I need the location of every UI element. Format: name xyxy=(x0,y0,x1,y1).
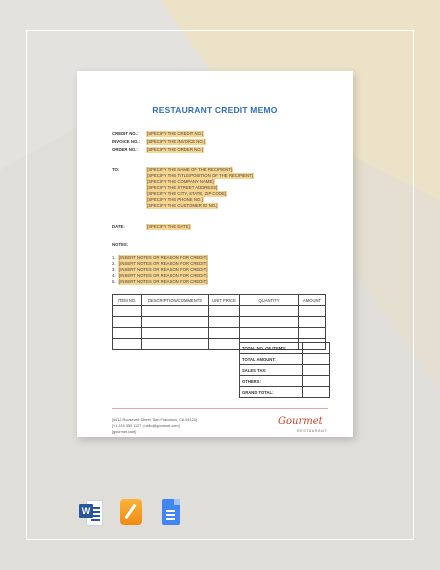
invoice-no-label: INVOICE NO.: xyxy=(112,139,140,144)
footer-divider xyxy=(112,408,328,409)
totals-row xyxy=(240,387,330,398)
table-cell[interactable] xyxy=(209,317,240,328)
table-header-row xyxy=(113,295,326,306)
table-cell[interactable] xyxy=(240,306,299,317)
table-cell[interactable] xyxy=(113,317,142,328)
note-number: 2. xyxy=(112,261,116,266)
note-text: [INSERT NOTES OR REASON FOR CREDIT] xyxy=(119,272,208,278)
note-text: [INSERT NOTES OR REASON FOR CREDIT] xyxy=(119,266,208,272)
date-value: [SPECIFY THE DATE] xyxy=(147,223,190,229)
sales-tax-label: SALES TAX: xyxy=(240,365,303,376)
footer-website: [gourmet.com] xyxy=(112,430,137,434)
total-items-value[interactable] xyxy=(303,343,330,354)
table-cell[interactable] xyxy=(142,328,209,339)
table-cell[interactable] xyxy=(240,328,299,339)
table-cell[interactable] xyxy=(299,328,326,339)
total-amount-label: TOTAL AMOUNT: xyxy=(240,354,303,365)
word-badge: W xyxy=(79,504,93,518)
totals-table xyxy=(239,342,330,398)
notes-label: NOTES: xyxy=(112,242,129,247)
table-cell[interactable] xyxy=(299,306,326,317)
note-number: 4. xyxy=(112,273,116,278)
grand-total-value[interactable] xyxy=(303,387,330,398)
sales-tax-value[interactable] xyxy=(303,365,330,376)
recipient-street: [SPECIFY THE STREET ADDRESS] xyxy=(147,184,218,190)
total-amount-value[interactable] xyxy=(303,354,330,365)
others-value[interactable] xyxy=(303,376,330,387)
grand-total-label: GRAND TOTAL: xyxy=(240,387,303,398)
google-docs-fold xyxy=(174,499,180,505)
recipient-phone: [SPECIFY THE PHONE NO.] xyxy=(147,196,203,202)
header-description: DESCRIPTION/COMMENTS xyxy=(142,295,209,306)
order-no-label: ORDER NO.: xyxy=(112,147,138,152)
totals-row xyxy=(240,343,330,354)
totals-row xyxy=(240,354,330,365)
header-amount: AMOUNT xyxy=(299,295,326,306)
recipient-customer-id: [SPECIFY THE CUSTOMER ID NO.] xyxy=(147,202,218,208)
invoice-no-value: [SPECIFY THE INVOICE NO.] xyxy=(147,138,206,144)
table-row xyxy=(113,328,326,339)
table-row xyxy=(113,306,326,317)
table-cell[interactable] xyxy=(209,328,240,339)
document-page xyxy=(77,71,353,437)
table-cell[interactable] xyxy=(209,306,240,317)
gourmet-logo: Gourmet xyxy=(278,416,323,427)
table-cell[interactable] xyxy=(113,328,142,339)
table-cell[interactable] xyxy=(209,339,240,350)
gourmet-logo-subtext: RESTAURANT xyxy=(297,429,328,433)
footer-contact: [+1 415 359 1127 | hello@gourmet.com] xyxy=(112,424,180,428)
table-cell[interactable] xyxy=(299,317,326,328)
header-item-no: ITEM NO. xyxy=(113,295,142,306)
recipient-name: [SPECIFY THE NAME OF THE RECIPIENT] xyxy=(147,166,232,172)
totals-row xyxy=(240,365,330,376)
to-label: TO: xyxy=(112,167,120,172)
note-text: [INSERT NOTES OR REASON FOR CREDIT] xyxy=(119,278,208,284)
google-docs-icon[interactable] xyxy=(161,499,183,525)
table-cell[interactable] xyxy=(240,317,299,328)
document-title: RESTAURANT CREDIT MEMO xyxy=(152,105,278,115)
credit-no-label: CREDIT NO.: xyxy=(112,131,139,136)
pages-icon[interactable] xyxy=(120,499,142,525)
word-icon[interactable] xyxy=(79,499,101,525)
table-cell[interactable] xyxy=(142,306,209,317)
recipient-company: [SPECIFY THE COMPANY NAME] xyxy=(147,178,214,184)
table-cell[interactable] xyxy=(142,317,209,328)
note-number: 5. xyxy=(112,279,116,284)
table-cell[interactable] xyxy=(142,339,209,350)
footer-address: [4412 Roosevelt Street, San Francisco, CA 94124] xyxy=(112,418,197,422)
recipient-city: [SPECIFY THE CITY, STATE, ZIP CODE] xyxy=(147,190,227,196)
note-number: 3. xyxy=(112,267,116,272)
date-label: DATE: xyxy=(112,224,125,229)
note-text: [INSERT NOTES OR REASON FOR CREDIT] xyxy=(119,260,208,266)
totals-row xyxy=(240,376,330,387)
order-no-value: [SPECIFY THE ORDER NO.] xyxy=(147,146,203,152)
note-text: [INSERT NOTES OR REASON FOR CREDIT] xyxy=(119,254,208,260)
header-unit-price: UNIT PRICE xyxy=(209,295,240,306)
table-row xyxy=(113,317,326,328)
credit-no-value: [SPECIFY THE CREDIT NO.] xyxy=(147,130,204,136)
table-cell[interactable] xyxy=(113,306,142,317)
header-quantity: QUANTITY xyxy=(240,295,299,306)
total-items-label: TOTAL NO. OF ITEMS: xyxy=(240,343,303,354)
table-cell[interactable] xyxy=(113,339,142,350)
recipient-title: [SPECIFY THE TITLE/POSITION OF THE RECIPIENT] xyxy=(147,172,253,178)
others-label: OTHERS: xyxy=(240,376,303,387)
note-number: 1. xyxy=(112,255,116,260)
